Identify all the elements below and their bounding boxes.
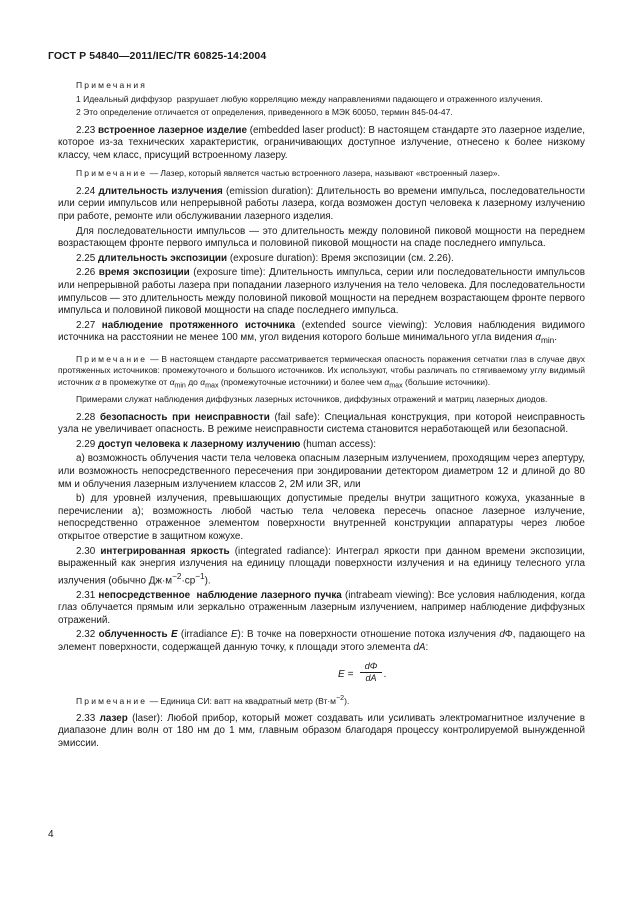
note-paragraph: 2 Это определение отличается от определения, приведенного в МЭК 60050, термин 845-04-47. [76,107,453,117]
note-paragraph: Примечание — Единица СИ: ватт на квадратный метр $(Вт\cdot м^{-2})$. [76,693,350,706]
definition-paragraph: 2.23 встроенное лазерное изделие (embedded laser product): В настоящем стандарте это лазерное изделие, которое из-за технических характеристик, ограничивающих доступное излучение, отнесено к более низкому классу, чем класс, присущий встроенному лазеру. [58,124,585,161]
definition-paragraph: 2.25 длительность экспозиции (exposure duration): Время экспозиции (см. 2.26). [76,252,454,264]
definition-paragraph: Для последовательности импульсов — это длительность между половиной пиковой мощности на переднем возрастающем фронте первого импульса и половиной пиковой мощности на спаде последнего импульса. [58,225,585,250]
standard-header: ГОСТ Р 54840—2011/IEC/TR 60825-14:2004 [48,50,267,62]
formula-lhs: E = [338,668,354,680]
note-paragraph: Примечание — В настоящем стандарте рассматривается термическая опасность поражения сетчатки глаз в случае двух протяженных источников: промежуточного и большого источников. Их используют, чтобы различать по стягиваемому углу видимый источник α в промежутке от $\alpha_{min}$ до $\alpha_{max}$ (промежуточные источники) и более чем $\alpha_{max}$ (большие источники). [58,353,585,390]
formula-fraction [360,661,382,684]
definition-paragraph: 2.32 облученность E (irradiance E): В точке на поверхности отношение потока излучения dΦ, падающего на элемент поверхности, содержащей данную точку, к площади этого элемента dA: [58,629,586,653]
formula-end: . [384,668,387,680]
note-paragraph: Примерами служат наблюдения диффузных лазерных источников, диффузных отражений и матриц лазерных диодов. [76,394,548,405]
definition-paragraph: 2.33 лазер (laser): Любой прибор, который может создавать или усиливать электромагнитное излучение в диапазоне длин волн от 180 нм до 1 мм, главным образом благодаря процессу контролируемой вынужденной эмиссии. [58,712,585,750]
definition-paragraph: а) возможность облучения части тела человека опасным лазерным излучением, проходящим через апертуру, или возможность непосредственного пересечения при зондировании детектором диаметром 12 и длиной до 80 мм и облучения лазерным излучением классов 2, 2М или 3R, или [58,453,585,490]
definition-paragraph: 2.27 наблюдение протяженного источника (extended source viewing): Условия наблюдения видимого источника на расстоянии не менее 100 мм, угол видения которого больше минимального угла видения $\alpha_{min}$. [58,319,585,346]
formula-denominator: dA [365,672,377,683]
formula-irradiance [98,661,585,687]
definition-paragraph: 2.30 интегрированная яркость (integrated radiance): Интеграл яркости при данном времени экспозиции, выраженный как энергия излучения на единицу площади поверхности излучения и на единицу телесного угла излучения (обычно $Дж\cdot м^{-2}\cdot ср^{-1}$). [58,545,585,586]
note-paragraph: 1 Идеальный диффузор разрушает любую корреляцию между направлениями падающего и отраженного излучения. [76,93,543,104]
formula-numerator: dΦ [360,661,382,673]
page-number: 4 [48,829,54,840]
definition-paragraph: 2.29 доступ человека к лазерному излучению (human access): [76,438,377,450]
definition-paragraph: 2.24 длительность излучения (emission duration): Длительность во времени импульса, последовательности или серии импульсов или непрерывной работы лазера, когда возможен доступ человека к лазерному излучению при работе, ремонте или обслуживании лазерного изделия. [58,185,585,222]
document-body [58,80,585,753]
note-paragraph: Примечание — Лазер, который является частью встроенного лазера, называют «встроенный лазер». [76,168,500,179]
definition-paragraph: 2.26 время экспозиции (exposure time): Длительность импульса, серии или последовательности импульсов или непрерывной работы лазера при попадании лазерного излучения на тело человека. Для последовательности импульсов — это длительность между половиной пиковой мощности на переднем возрастающем фронте первого импульса и половиной пиковой мощности на спаде последнего импульса. [58,267,586,317]
note-paragraph: Примечания [76,80,148,90]
definition-paragraph: 2.31 непосредственное наблюдение лазерного пучка (intrabeam viewing): Все условия наблюдения, когда глаз облучается прямым или зеркально отраженным лазерным излучением, например наблюдение диффузных отражений. [58,589,586,626]
definition-paragraph: 2.28 безопасность при неисправности (fail safe): Специальная конструкция, при которой неисправность узла не увеличивает опасность. В режиме неисправности система становится неработающей или безопасной. [58,411,585,436]
definition-paragraph: b) для уровней излучения, превышающих допустимые пределы внутри защитного кожуха, указанные в перечислении а); возможность любой частью тела человека пересечь опасное лазерное излучение, непосредственно отраженное элементом поверхности внутренней конструкции аппаратуры через любое открытое отверстие в защитном кожухе. [58,493,585,542]
